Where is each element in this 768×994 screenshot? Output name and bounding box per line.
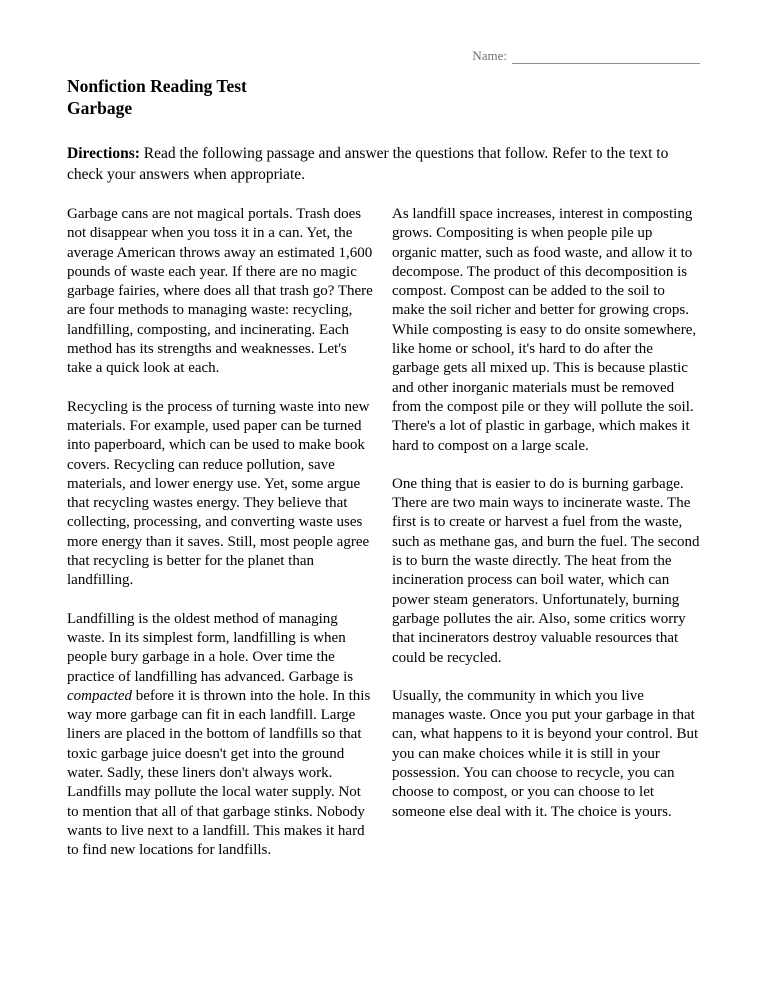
paragraph-conclusion: Usually, the community in which you live manages waste. Once you put your garbage in that can, what happens to it is beyond your control. But you can make choices while it is still in your possession. You can choose to recycle, you can choose to compost, or you can choose to let someone else deal with it. The choice is yours. (392, 687, 699, 820)
name-label: Name: (472, 48, 507, 63)
paragraph-landfilling (67, 610, 375, 861)
directions (67, 143, 700, 185)
name-blank-line (512, 50, 700, 64)
passage-columns (67, 205, 700, 880)
paragraph-landfilling-post: before it is thrown into the hole. In this way more garbage can fit in each landfill. Large liners are placed in the bottom of landfills so that toxic garbage juice doesn't get into the ground water. Sadly, these liners don't always work. Landfills may pollute the local water supply. Not to mention that all of that garbage stinks. Nobody wants to live next to a landfill. This makes it hard to find new locations for landfills. (67, 687, 371, 859)
name-row (67, 48, 700, 64)
paragraph-intro: Garbage cans are not magical portals. Trash does not disappear when you toss it in a can. Yet, the average American throws away an estimated 1,600 pounds of waste each year. If there are no magic garbage fairies, where does all that trash go? There are four methods to managing waste: recycling, landfilling, composting, and incinerating. Each method has its strengths and weaknesses. Let's take a quick look at each. (67, 206, 373, 377)
paragraph-landfilling-italic: compacted (67, 687, 132, 704)
paragraph-landfilling-pre: Landfilling is the oldest method of managing waste. In its simplest form, landfilling is when people bury garbage in a hole. Over time the practice of landfilling has advanced. Garbage is (67, 610, 354, 685)
left-column (67, 205, 375, 880)
page-subtitle: Garbage (67, 98, 133, 118)
page-title: Nonfiction Reading Test (67, 76, 247, 96)
title-block (67, 75, 700, 119)
paragraph-recycling: Recycling is the process of turning waste into new materials. For example, used paper can be turned into paperboard, which can be used to make book covers. Recycling can reduce pollution, save materials, and lower energy use. Yet, some argue that recycling wastes energy. They believe that collecting, processing, and converting waste uses more energy than it saves. Still, most people agree that recycling is better for the planet than landfilling. (67, 398, 370, 589)
right-column (392, 205, 700, 880)
paragraph-incinerating: One thing that is easier to do is burning garbage. There are two main ways to incinerate waste. The first is to create or harvest a fuel from the waste, such as methane gas, and burn the fuel. The second is to burn the waste directly. The heat from the incineration process can boil water, which can power steam generators. Unfortunately, burning garbage pollutes the air. Also, some critics worry that incinerators destroy valuable resources that could be recycled. (392, 475, 700, 666)
directions-text: Read the following passage and answer the questions that follow. Refer to the text to check your answers when appropriate. (67, 145, 669, 183)
directions-label: Directions: (67, 145, 140, 162)
paragraph-composting: As landfill space increases, interest in composting grows. Compositing is when people pile up organic matter, such as food waste, and allow it to decompose. The product of this decomposition is compost. Compost can be added to the soil to make the soil richer and better for growing crops. While composting is easy to do onsite somewhere, like home or school, it's hard to do after the garbage gets all mixed up. This is because plastic and other inorganic materials must be removed from the compost pile or they will pollute the soil. There's a lot of plastic in garbage, which makes it hard to compost on a large scale. (392, 206, 697, 454)
